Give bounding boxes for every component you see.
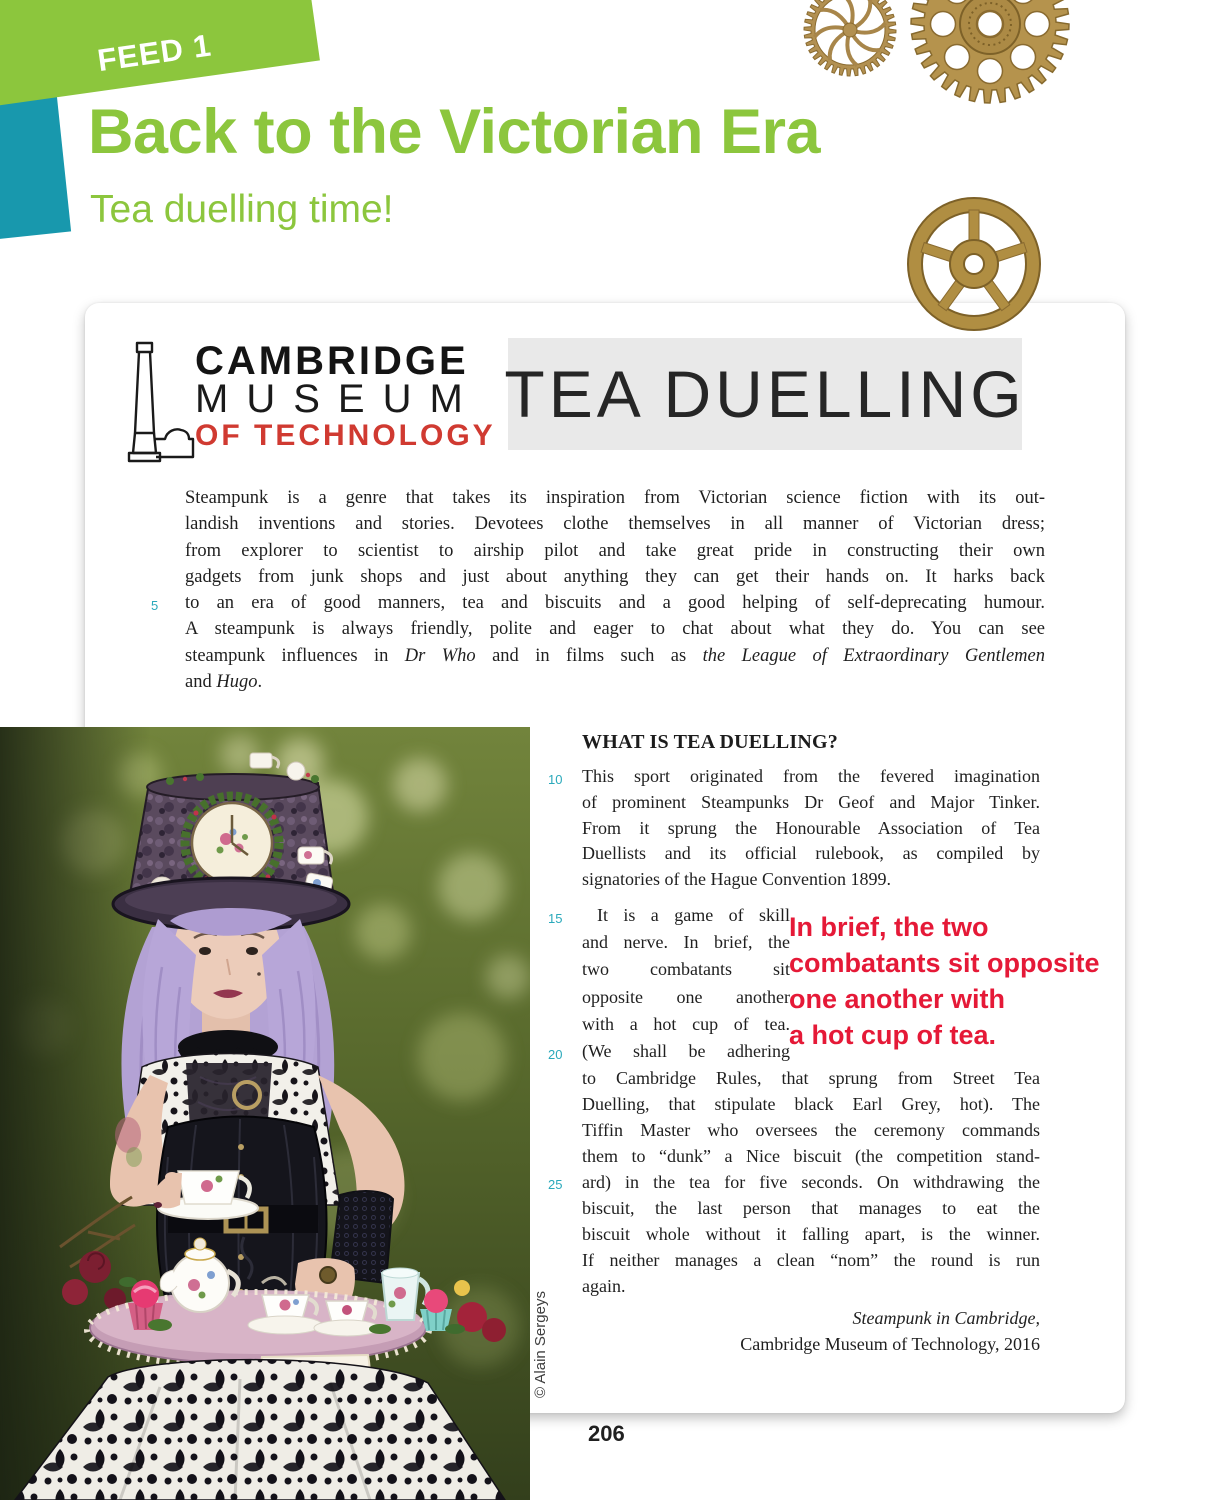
- text-line: Tiffin Master who oversees the ceremony commands: [582, 1120, 1040, 1140]
- feed-badge-label: FEED 1: [95, 27, 214, 79]
- page-subtitle: Tea duelling time!: [90, 188, 394, 231]
- line-number: 20: [548, 1047, 563, 1063]
- text-line: signatories of the Hague Convention 1899.: [582, 869, 891, 890]
- text-line: and Hugo.: [185, 672, 263, 693]
- line-number: 5: [151, 598, 159, 614]
- text-line: with a hot cup of tea.: [582, 1013, 790, 1034]
- text-line: Steampunk is a genre that takes its inspiration from Victorian science fiction with its out-: [185, 488, 1045, 508]
- paragraph-origin: [548, 764, 1040, 893]
- wheel-gear-icon: [908, 198, 1040, 330]
- text-line: 15 It is a game of skill: [582, 902, 790, 929]
- pull-quote-line: combatants sit opposite: [789, 948, 1100, 978]
- headline-box: [504, 338, 1026, 450]
- line-number: 10: [548, 772, 563, 787]
- filigree-gear-icon: [804, 0, 896, 76]
- text-line: gadgets from junk shops and just about anything they can get their hands on. It harks back: [185, 566, 1045, 587]
- line-number: 15: [548, 911, 563, 926]
- text-line: two combatants sit: [582, 959, 790, 980]
- pull-quote-line: a hot cup of tea.: [789, 1020, 997, 1050]
- text-line: again.: [582, 1276, 626, 1296]
- intro-paragraph: [151, 485, 1045, 695]
- pull-quote-line: In brief, the two: [789, 912, 989, 942]
- text-line: steampunk influences in Dr Who and in films such as the League of Extraordinary Gentlemen: [185, 645, 1045, 666]
- text-line: from explorer to scientist to airship pilot and take great pride in constructing their own: [185, 540, 1045, 561]
- text-line: 10 This sport originated from the fevered imagination: [582, 764, 1040, 790]
- logo-line-cambridge: CAMBRIDGE: [195, 339, 469, 383]
- section-heading: WHAT IS TEA DUELLING?: [582, 731, 838, 753]
- text-line: Duellists and its official rulebook, as compiled by: [582, 843, 1040, 864]
- text-line: If neither manages a clean “nom” the round is run: [582, 1250, 1040, 1270]
- logo-line-museum: MUSEUM: [195, 377, 481, 421]
- attribution-source: Cambridge Museum of Technology, 2016: [740, 1334, 1040, 1354]
- text-line: biscuit whole without it falling apart, is the winner.: [582, 1224, 1040, 1244]
- feed-banner: [0, 0, 320, 107]
- text-line: opposite one another: [582, 986, 790, 1007]
- text-line: biscuit, the last person that manages to eat the: [582, 1198, 1040, 1218]
- text-line: Duelling, that stipulate black Earl Grey, hot). The: [582, 1094, 1040, 1114]
- attribution: [582, 1305, 1040, 1357]
- gears-decoration: [770, 0, 1212, 340]
- text-line: A steampunk is always friendly, polite and eager to chat about what they do. You can see: [185, 619, 1045, 640]
- text-line: of prominent Steampunks Dr Geof and Major Tinker.: [582, 791, 1040, 812]
- steampunk-tea-lady-photo: [0, 727, 530, 1500]
- page-title: Back to the Victorian Era: [88, 97, 821, 167]
- text-line: 20 (We shall be adhering: [582, 1038, 790, 1065]
- logo-line-of-technology: OF TECHNOLOGY: [195, 419, 496, 452]
- paragraph-game-narrow: [548, 902, 790, 1065]
- text-line: and nerve. In brief, the: [582, 932, 790, 953]
- page-number: 206: [588, 1421, 625, 1446]
- text-line: 5 to an era of good manners, tea and biscuits and a good helping of self-deprecating humour.: [185, 590, 1045, 616]
- photo-credit: © Alain Sergeys: [532, 1291, 549, 1398]
- text-line: to Cambridge Rules, that sprung from Street Tea: [582, 1068, 1040, 1088]
- pull-quote: [789, 909, 1125, 1053]
- chimney-icon: [109, 335, 195, 471]
- teal-accent-shape: [0, 92, 71, 240]
- attribution-title: Steampunk in Cambridge,: [852, 1308, 1040, 1328]
- text-line: landish inventions and stories. Devotees clothe themselves in all manner of Victorian dress;: [185, 514, 1045, 535]
- text-line: 25 ard) in the tea for five seconds. On withdrawing the: [582, 1169, 1040, 1195]
- text-line: From it sprung the Honourable Association of Tea: [582, 817, 1040, 838]
- paragraph-game-full: [548, 1065, 1040, 1299]
- headline-text: TEA DUELLING: [504, 357, 1026, 431]
- cog-gear-icon: [911, 0, 1069, 103]
- text-line: them to “dunk” a Nice biscuit (the competition stand-: [582, 1146, 1040, 1166]
- line-number: 25: [548, 1177, 563, 1192]
- pull-quote-line: one another with: [789, 984, 1005, 1014]
